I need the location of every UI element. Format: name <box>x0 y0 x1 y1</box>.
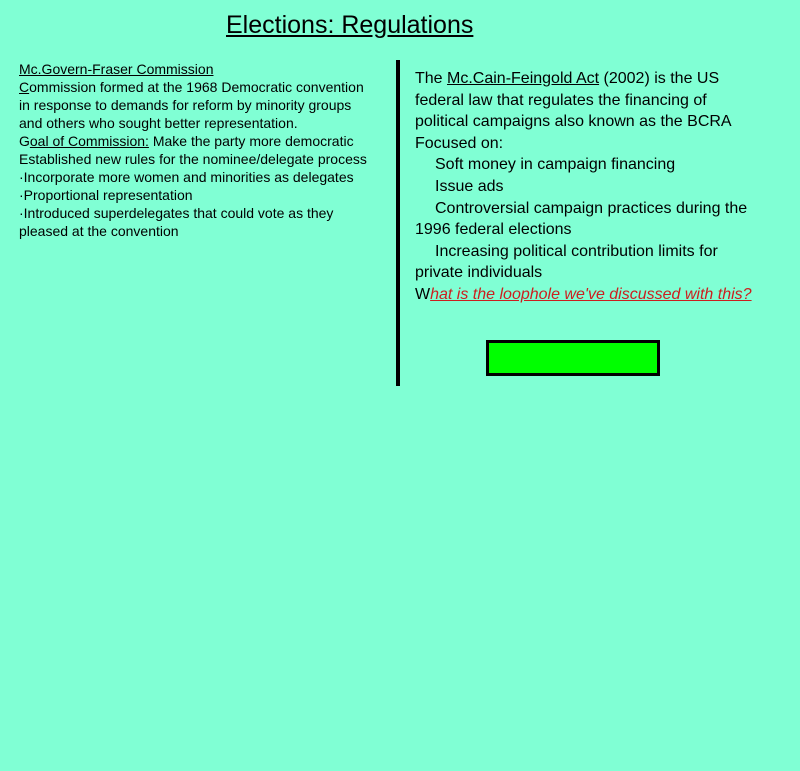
focus-item: Soft money in campaign financing <box>435 156 676 174</box>
focus-heading: Focused on: <box>415 134 504 152</box>
commission-text-line <box>19 78 399 96</box>
answer-reveal-button[interactable] <box>486 340 660 376</box>
discussion-question <box>415 284 800 306</box>
rule-bullet-continuation: pleased at the convention <box>19 223 179 239</box>
line-text: ommission formed at the 1968 Democratic convention <box>29 79 364 95</box>
intro-text: The <box>415 70 448 87</box>
commission-heading: Mc.Govern-Fraser Commission <box>19 61 214 77</box>
column-divider <box>396 60 400 386</box>
initial-letter: C <box>19 79 30 95</box>
focus-item-continuation: private individuals <box>415 264 543 282</box>
goal-text: Make the party more democratic <box>148 133 354 149</box>
mccain-feingold-section <box>415 68 800 306</box>
rule-bullet: ·Incorporate more women and minorities as delegates <box>19 169 354 185</box>
commission-text-line: and others who sought better representation. <box>19 115 298 131</box>
rule-bullet: ·Introduced superdelegates that could vote as they <box>19 205 334 221</box>
question-text: hat is the loophole we've discussed with this? <box>430 285 752 303</box>
mcgovern-fraser-section <box>19 60 399 240</box>
focus-item: Increasing political contribution limits for <box>435 242 718 260</box>
commission-text-line: in response to demands for reform by minority groups <box>19 97 352 113</box>
act-text-line: federal law that regulates the financing of <box>415 91 707 109</box>
question-initial: W <box>415 285 431 303</box>
act-intro <box>415 68 800 90</box>
slide-title: Elections: Regulations <box>226 11 474 39</box>
act-text-line: political campaigns also known as the BCRA <box>415 113 732 131</box>
focus-item: Controversial campaign practices during the <box>435 199 748 217</box>
commission-goal <box>19 132 399 150</box>
intro-text: (2002) is the US <box>599 70 720 87</box>
goal-initial: G <box>19 133 30 149</box>
act-name: Mc.Cain-Feingold Act <box>447 70 600 87</box>
focus-item-continuation: 1996 federal elections <box>415 221 572 239</box>
rules-intro: Established new rules for the nominee/delegate process <box>19 151 367 167</box>
focus-item: Issue ads <box>435 177 504 195</box>
goal-label: oal of Commission: <box>29 133 149 149</box>
rule-bullet: ·Proportional representation <box>19 187 193 203</box>
